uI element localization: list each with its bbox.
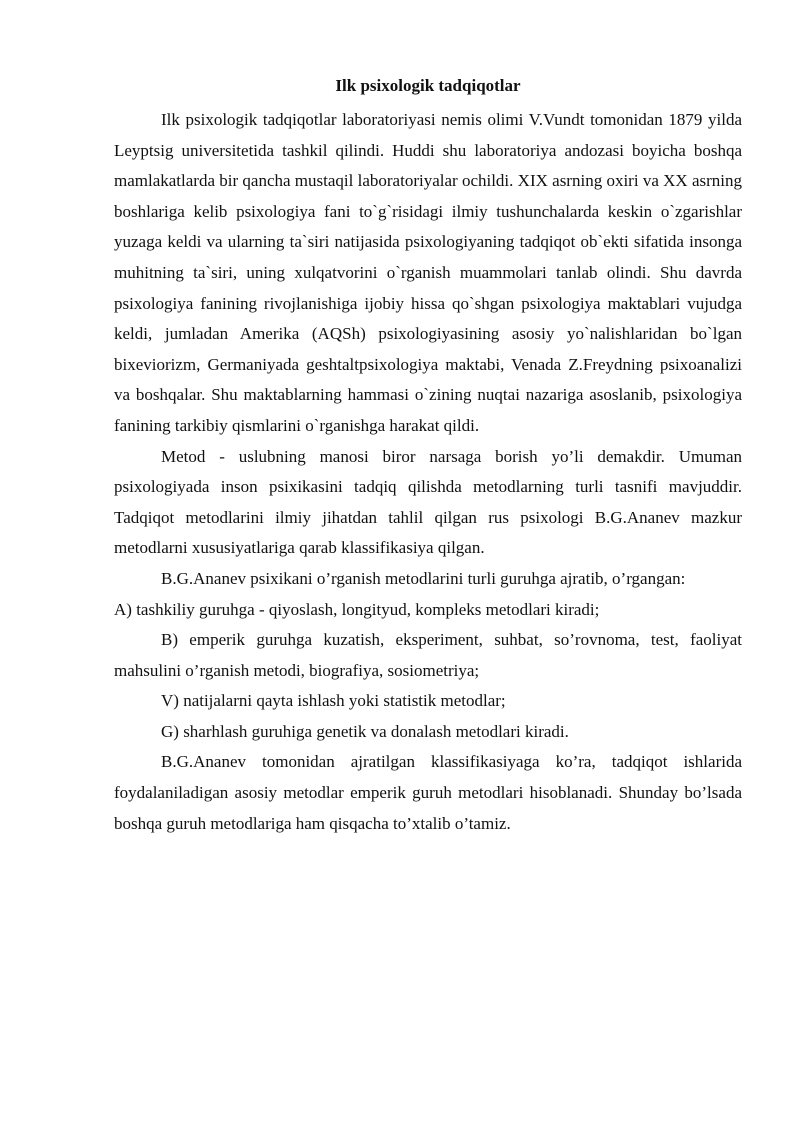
paragraph-history: Ilk psixologik tadqiqotlar laboratoriyasi nemis olimi V.Vundt tomonidan 1879 yilda Leyptsig universitetida tashkil qilindi. Huddi shu laboratoriya andozasi boyicha boshqa mamlakatlarda bir qancha mustaqil laboratoriyalar ochildi. XIX asrning oxiri va XX asrning boshlariga kelib psixologiya fani to`g`risidagi ilmiy tushunchalarda keskin o`zgarishlar yuzaga keldi va ularning ta`siri natijasida psixologiyaning tadqiqot ob`ekti sifatida insonga muhitning ta`siri, uning xulqatvorini o`rganish muammolari tanlab olindi. Shu davrda psixologiya fanining rivojlanishiga ijobiy hissa qo`shgan psixologiya maktablari vujudga keldi, jumladan Amerika (AQSh) psixologiyasining asosiy yo`nalishlaridan bo`lgan bixeviorizm, Germaniyada geshtaltpsixologiya maktabi, Venada Z.Freydning psixoanalizi va boshqalar. Shu maktablarning hammasi o`zining nuqtai nazariga asoslanib, psixologiya fanining tarkibiy qismlarini o`rganishga harakat qildi. [114,110,742,435]
document-title: Ilk psixologik tadqiqotlar [335,76,521,95]
paragraph-method-definition: Metod - uslubning manosi biror narsaga borish yo’li demakdir. Umuman psixologiyada inson psixikasini tadqiq qilishda metodlarning turli tasnifi mavjuddir. Tadqiqot metodlarini ilmiy jihatdan tahlil qilgan rus psixologi B.G.Ananev mazkur metodlarni xususiyatlariga qarab klassifikasiya qilgan. [114,446,742,558]
list-item-group-g: G) sharhlash guruhiga genetik va donalash metodlari kiradi. [161,721,569,741]
list-item-group-b: B) emperik guruhga kuzatish, eksperiment, suhbat, so’rovnoma, test, faoliyat mahsulini o’rganish metodi, biografiya, sosiometriya; [114,630,742,680]
list-item-group-v: V) natijalarni qayta ishlash yoki statistik metodlar; [161,691,506,711]
paragraph-ananev-groups-intro: B.G.Ananev psixikani o’rganish metodlarini turli guruhga ajratib, o’rgangan: [161,568,686,588]
paragraph-conclusion: B.G.Ananev tomonidan ajratilgan klassifikasiyaga ko’ra, tadqiqot ishlarida foydalaniladigan asosiy metodlar emperik guruh metodlari hisoblanadi. Shunday bo’lsada boshqa guruh metodlariga ham qisqacha to’xtalib o’tamiz. [114,752,742,833]
list-item-group-a: A) tashkiliy guruhga - qiyoslash, longityud, kompleks metodlari kiradi; [114,599,600,619]
document-page [114,74,742,839]
